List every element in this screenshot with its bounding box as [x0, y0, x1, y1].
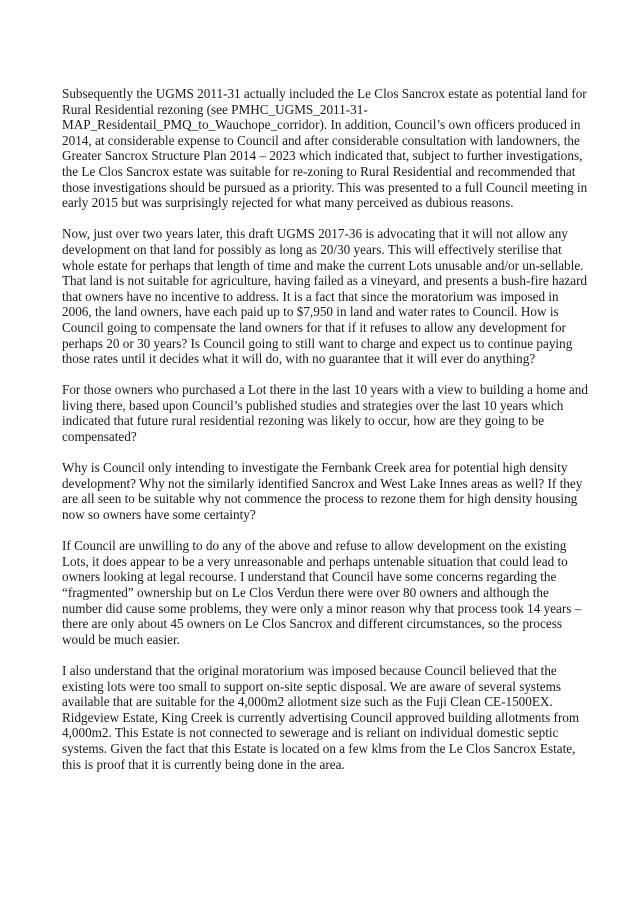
text-line: development on that land for possibly as long as 20/30 years. This will effectively sterilise that	[62, 241, 562, 257]
text-line: 2014, at considerable expense to Council and after considerable consultation with landowners, the	[62, 132, 580, 148]
document-body	[62, 86, 588, 772]
text-line: existing lots were too small to support on-site septic disposal. We are aware of several systems	[62, 678, 561, 694]
text-line: that owners have no incentive to address. It is a fact that since the moratorium was imposed in	[62, 288, 559, 304]
text-line: Council going to compensate the land owners for that if it refuses to allow any development for	[62, 319, 566, 335]
paragraph-gap	[62, 211, 582, 227]
paragraph	[62, 86, 588, 211]
text-line: living there, based upon Council’s published studies and strategies over the last 10 years which	[62, 397, 564, 413]
text-line: whole estate for perhaps that length of time and make the current Lots unusable and/or un-sellable.	[62, 257, 584, 273]
text-line: this is proof that it is currently being done in the area.	[62, 756, 345, 772]
paragraph-gap	[62, 523, 582, 539]
paragraph	[62, 382, 588, 445]
text-line: are all seen to be suitable why not commence the process to rezone them for high density housing	[62, 491, 578, 507]
text-line: 2006, the land owners, have each paid up to $7,950 in land and water rates to Council. How is	[62, 304, 559, 320]
text-line: Ridgeview Estate, King Creek is currently advertising Council approved building allotments from	[62, 709, 580, 725]
text-line: there are only about 45 owners on Le Clos Sancrox and different circumstances, so the process	[62, 616, 562, 632]
text-line: development? Why not the similarly identified Sancrox and West Lake Innes areas as well? If they	[62, 475, 583, 491]
text-line: perhaps 20 or 30 years? Is Council going to still want to charge and expect us to continue paying	[62, 335, 573, 351]
text-line: That land is not suitable for agriculture, having failed as a vineyard, and presents a bush-fire hazard	[62, 273, 588, 289]
text-line: available that are suitable for the 4,000m2 allotment size such as the Fuji Clean CE-1500EX.	[62, 694, 553, 710]
text-line: those investigations should be pursued as a priority. This was presented to a full Council meeting in	[62, 179, 588, 195]
text-line: owners looking at legal recourse. I understand that Council have some concerns regarding the	[62, 569, 557, 585]
paragraph-gap	[62, 647, 582, 663]
text-line: For those owners who purchased a Lot there in the last 10 years with a view to building a home and	[62, 382, 588, 398]
text-line: MAP_Residentail_PMQ_to_Wauchope_corridor). In addition, Council’s own officers produced in	[62, 117, 581, 133]
paragraph	[62, 460, 582, 522]
text-line: number did cause some problems, they were only a minor reason why that process took 14 years –	[62, 600, 582, 616]
paragraph	[62, 226, 588, 367]
text-line: Greater Sancrox Structure Plan 2014 – 2023 which indicated that, subject to further investigations,	[62, 148, 583, 164]
paragraph	[62, 663, 582, 772]
text-line: those rates until it decides what it will do, with no guarantee that it will ever do anything?	[62, 351, 536, 367]
text-line: early 2015 but was surprisingly rejected for what many perceived as dubious reasons.	[62, 195, 514, 211]
text-line: now so owners have some certainty?	[62, 507, 256, 523]
text-line: Why is Council only intending to investigate the Fernbank Creek area for potential high density	[62, 460, 568, 476]
text-line: systems. Given the fact that this Estate is located on a few klms from the Le Clos Sancrox Estate,	[62, 740, 576, 756]
text-line: “fragmented” ownership but on Le Clos Verdun there were over 80 owners and although the	[62, 585, 549, 600]
text-line: If Council are unwilling to do any of the above and refuse to allow development on the existing	[62, 538, 567, 554]
text-line: I also understand that the original moratorium was imposed because Council believed that the	[62, 662, 557, 678]
paragraph-gap	[62, 445, 582, 461]
text-line: the Le Clos Sancrox estate was suitable for re-zoning to Rural Residential and recommended that	[62, 163, 576, 179]
text-line: indicated that future rural residential rezoning was likely to occur, how are they going to be	[62, 413, 545, 429]
text-line: Rural Residential rezoning (see PMHC_UGMS_2011-31-	[62, 101, 368, 117]
paragraph	[62, 538, 582, 647]
text-line: 4,000m2. This Estate is not connected to sewerage and is reliant on individual domestic septic	[62, 725, 559, 741]
text-line: Lots, it does appear to be a very unreasonable and perhaps untenable situation that could lead to	[62, 553, 568, 569]
text-line: would be much easier.	[62, 631, 180, 647]
text-line: Subsequently the UGMS 2011-31 actually included the Le Clos Sancrox estate as potential land for	[62, 86, 587, 101]
text-line: Now, just over two years later, this draft UGMS 2017-36 is advocating that it will not allow any	[62, 226, 568, 242]
paragraph-gap	[62, 367, 582, 383]
text-line: compensated?	[62, 429, 137, 445]
